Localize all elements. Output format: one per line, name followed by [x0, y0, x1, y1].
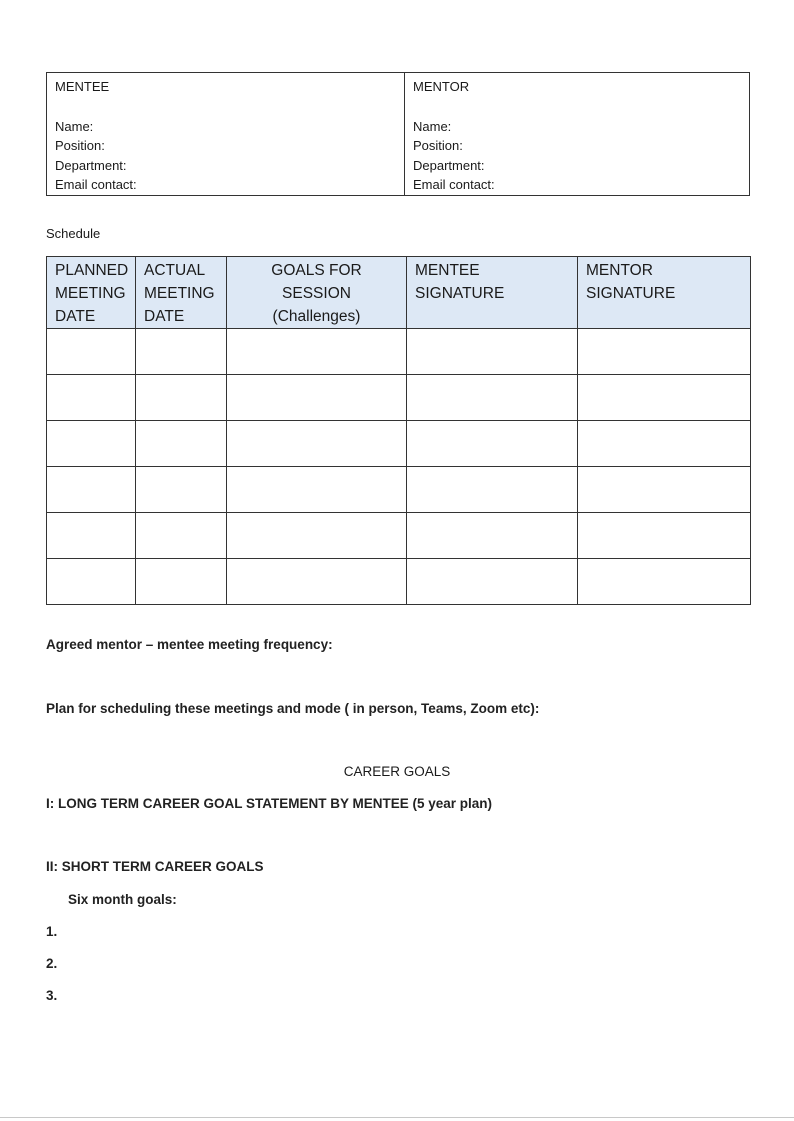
planned-date-cell[interactable] [47, 559, 136, 605]
goals-cell[interactable] [227, 467, 407, 513]
long-term-goal-label: I: LONG TERM CAREER GOAL STATEMENT BY MENTEE (5 year plan) [46, 796, 493, 811]
planned-date-cell[interactable] [47, 467, 136, 513]
planned-date-cell[interactable] [47, 421, 136, 467]
mentor-signature-cell[interactable] [578, 375, 751, 421]
header-goals-for-session [227, 257, 407, 329]
mentor-position-field[interactable]: Position: [413, 138, 463, 153]
mentee-email-field[interactable]: Email contact: [55, 177, 137, 192]
actual-date-cell[interactable] [136, 559, 227, 605]
schedule-header-row [47, 257, 751, 329]
schedule-row [47, 375, 751, 421]
goal-item-3[interactable]: 3. [46, 988, 58, 1003]
six-month-goals-label: Six month goals: [68, 892, 177, 907]
mentor-heading: MENTOR [413, 79, 470, 94]
mentor-signature-cell[interactable] [578, 513, 751, 559]
header-line: MENTEE [415, 262, 480, 279]
header-line: MEETING [55, 285, 126, 302]
actual-date-cell[interactable] [136, 513, 227, 559]
career-goals-heading: CAREER GOALS [343, 764, 451, 779]
mentee-signature-cell[interactable] [407, 467, 578, 513]
header-mentor-signature [578, 257, 751, 329]
goals-cell[interactable] [227, 329, 407, 375]
mentee-signature-cell[interactable] [407, 421, 578, 467]
goals-cell[interactable] [227, 513, 407, 559]
header-line: DATE [55, 308, 96, 325]
actual-date-cell[interactable] [136, 375, 227, 421]
mentor-signature-cell[interactable] [578, 421, 751, 467]
mentor-department-field[interactable]: Department: [413, 157, 485, 173]
schedule-label: Schedule [46, 226, 101, 241]
header-mentee-signature [407, 257, 578, 329]
mentee-position-field[interactable]: Position: [55, 138, 105, 153]
mentor-signature-cell[interactable] [578, 559, 751, 605]
header-line: SIGNATURE [415, 285, 505, 302]
goals-cell[interactable] [227, 375, 407, 421]
mentor-name-field[interactable]: Name: [413, 118, 452, 134]
mentee-signature-cell[interactable] [407, 329, 578, 375]
schedule-table [46, 256, 751, 605]
schedule-row [47, 559, 751, 605]
header-line: GOALS FOR SESSION [271, 262, 362, 302]
schedule-row [47, 421, 751, 467]
mentor-signature-cell[interactable] [578, 467, 751, 513]
actual-date-cell[interactable] [136, 421, 227, 467]
schedule-row [47, 467, 751, 513]
goal-item-2[interactable]: 2. [46, 956, 58, 971]
header-line: SIGNATURE [586, 285, 676, 302]
mentee-cell [47, 73, 405, 196]
header-line: (Challenges) [272, 308, 361, 325]
mentee-name-field[interactable]: Name: [55, 118, 94, 134]
header-line: PLANNED [55, 262, 129, 279]
header-planned-meeting-date [47, 257, 136, 329]
planned-date-cell[interactable] [47, 329, 136, 375]
header-actual-meeting-date [136, 257, 227, 329]
mentee-signature-cell[interactable] [407, 513, 578, 559]
meeting-frequency-label: Agreed mentor – mentee meeting frequency: [46, 637, 333, 652]
actual-date-cell[interactable] [136, 467, 227, 513]
mentor-signature-cell[interactable] [578, 329, 751, 375]
goal-item-1[interactable]: 1. [46, 924, 58, 939]
goals-cell[interactable] [227, 421, 407, 467]
mentor-email-field[interactable]: Email contact: [413, 177, 495, 192]
mentee-signature-cell[interactable] [407, 375, 578, 421]
header-line: DATE [144, 308, 185, 325]
header-line: ACTUAL [144, 262, 206, 279]
header-line: MEETING [144, 285, 215, 302]
planned-date-cell[interactable] [47, 513, 136, 559]
schedule-row [47, 513, 751, 559]
mentor-cell [405, 73, 750, 196]
mentee-heading: MENTEE [55, 79, 110, 94]
header-line: MENTOR [586, 262, 653, 279]
meeting-plan-label: Plan for scheduling these meetings and mode ( in person, Teams, Zoom etc): [46, 701, 540, 716]
goals-cell[interactable] [227, 559, 407, 605]
schedule-row [47, 329, 751, 375]
planned-date-cell[interactable] [47, 375, 136, 421]
mentee-department-field[interactable]: Department: [55, 157, 127, 173]
mentee-signature-cell[interactable] [407, 559, 578, 605]
short-term-goals-label: II: SHORT TERM CAREER GOALS [46, 859, 264, 874]
participant-info-table [46, 72, 750, 196]
actual-date-cell[interactable] [136, 329, 227, 375]
page-bottom-rule [0, 1117, 794, 1118]
